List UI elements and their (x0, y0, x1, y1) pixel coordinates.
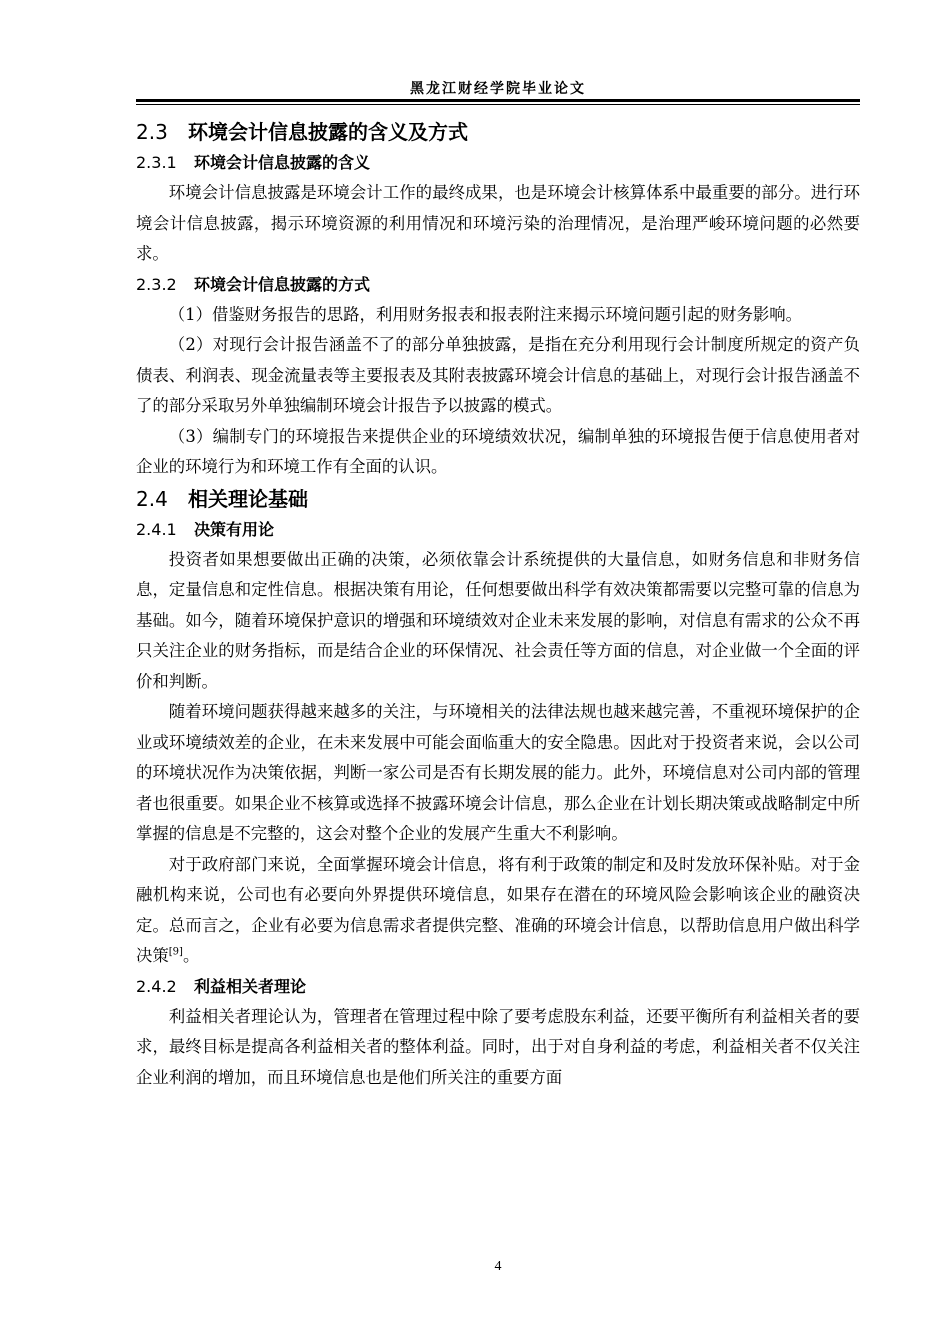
paragraph: 投资者如果想要做出正确的决策，必须依靠会计系统提供的大量信息，如财务信息和非财务信息，定量信息和定性信息。根据决策有用论，任何想要做出科学有效决策都需要以完整可靠的信息为基础。如今，随着环境保护意识的增强和环境绩效对企业未来发展的影响，对信息有需求的公众不再只关注企业的财务指标，而是结合企业的环保情况、社会责任等方面的信息，对企业做一个全面的评价和判断。 (136, 549, 860, 691)
paragraph: 利益相关者理论认为，管理者在管理过程中除了要考虑股东利益，还要平衡所有利益相关者的要求，最终目标是提高各利益相关者的整体利益。同时，出于对自身利益的考虑，利益相关者不仅关注企业利润的增加，而且环境信息也是他们所关注的重要方面 (136, 1006, 860, 1087)
subsection-heading-2-3-1 (136, 148, 860, 178)
subsection-heading-2-4-1 (136, 515, 860, 545)
page-number: 4 (494, 1259, 502, 1274)
paragraph-text: 对于政府部门来说，全面掌握环境会计信息，将有利于政策的制定和及时发放环保补贴。对于金融机构来说，公司也有必要向外界提供环境信息，如果存在潜在的环境风险会影响该企业的融资决定。总而言之，企业有必要为信息需求者提供完整、准确的环境会计信息，以帮助信息用户做出科学决策 (136, 854, 860, 965)
header-rule-thick (136, 99, 860, 102)
section-number: 2.3 (136, 120, 168, 144)
subsection-number: 2.3.2 (136, 274, 177, 294)
section-title: 相关理论基础 (188, 486, 308, 511)
subsection-number: 2.4.1 (136, 519, 177, 539)
paragraph: （3）编制专门的环境报告来提供企业的环境绩效状况，编制单独的环境报告便于信息使用者对企业的环境行为和环境工作有全面的认识。 (136, 426, 860, 476)
paragraph: 随着环境问题获得越来越多的关注，与环境相关的法律法规也越来越完善，不重视环境保护的企业或环境绩效差的企业，在未来发展中可能会面临重大的安全隐患。因此对于投资者来说，会以公司的环境状况作为决策依据，判断一家公司是否有长期发展的能力。此外，环境信息对公司内部的管理者也很重要。如果企业不核算或选择不披露环境会计信息，那么企业在计划长期决策或战略制定中所掌握的信息是不完整的，这会对整个企业的发展产生重大不利影响。 (136, 702, 860, 843)
subsection-number: 2.4.2 (136, 976, 177, 996)
paragraph: （2）对现行会计报告涵盖不了的部分单独披露，是指在充分利用现行会计制度所规定的资产负债表、利润表、现金流量表等主要报表及其附表披露环境会计信息的基础上，对现行会计报告涵盖不了的部分采取另外单独编制环境会计报告予以披露的模式。 (136, 335, 860, 415)
section-number: 2.4 (136, 486, 168, 511)
subsection-heading-2-4-2 (136, 972, 860, 1002)
subsection-heading-2-3-2 (136, 270, 860, 300)
subsection-number: 2.3.1 (136, 153, 177, 172)
header-rule-thin (136, 104, 860, 105)
subsection-title: 环境会计信息披露的含义 (194, 153, 371, 172)
section-heading-2-3 (136, 116, 860, 148)
section-heading-2-4 (136, 483, 860, 515)
running-header: 黑龙江财经学院毕业论文 (410, 81, 586, 97)
citation-marker: [9] (168, 946, 183, 958)
paragraph: （1）借鉴财务报告的思路，利用财务报表和报表附注来揭示环境问题引起的财务影响。 (168, 304, 803, 324)
paragraph: 环境会计信息披露是环境会计工作的最终成果，也是环境会计核算体系中最重要的部分。进行环境会计信息披露，揭示环境资源的利用情况和环境污染的治理情况，是治理严峻环境问题的必然要求。 (136, 183, 860, 263)
paragraph-end: 。 (182, 946, 200, 965)
body-text (136, 116, 860, 1093)
subsection-title: 利益相关者理论 (194, 976, 307, 996)
section-title: 环境会计信息披露的含义及方式 (188, 120, 468, 144)
subsection-title: 决策有用论 (194, 519, 275, 539)
paragraph (136, 850, 860, 972)
subsection-title: 环境会计信息披露的方式 (194, 274, 371, 294)
